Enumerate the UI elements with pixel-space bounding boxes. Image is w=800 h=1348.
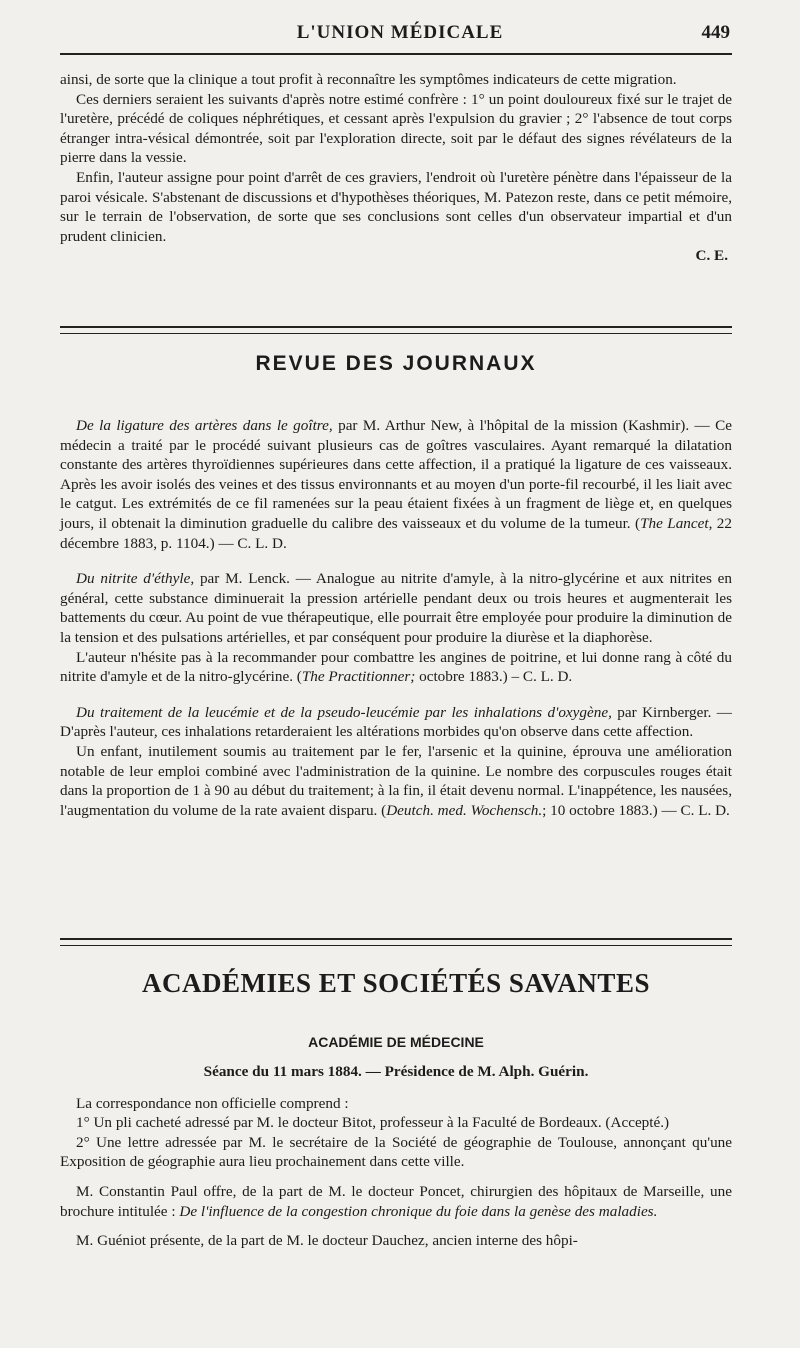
article-body: Un enfant, inutilement soumis au traitement par le fer, l'arsenic et la quinine, éprouva une amélioration notable de leur emploi combiné avec l'administration de la quinine. Le nombre des corpuscules rouges était dans la proportion de 1 à 90 au début du traitement; à la fin, il était devenu normal. L'inappétence, les nausées, l'augmentation du volume de la rate avaient disparu. (	[60, 742, 732, 819]
section-divider	[60, 938, 732, 946]
paragraph: 1° Un pli cacheté adressé par M. le docteur Bitot, professeur à la Faculté de Bordeaux. (Accepté.)	[76, 1114, 670, 1132]
paragraph: La correspondance non officielle comprend :	[76, 1094, 349, 1112]
article-end: , 22 décembre 1883, p. 1104.) — C. L. D.	[60, 514, 732, 552]
source-title: Deutch. med. Wochensch.	[386, 801, 543, 819]
article-ligature	[60, 416, 732, 553]
header-rule	[60, 53, 732, 55]
paragraph	[60, 1182, 732, 1221]
article-title: Du nitrite d'éthyle,	[76, 570, 195, 588]
article-nitrite	[60, 569, 732, 647]
article-title: De la ligature des artères dans le goître,	[76, 417, 333, 434]
paragraph: Ces derniers seraient les suivants d'après notre estimé confrère : 1° un point douloureux fixé sur le trajet de l'uretère, précédé de coliques néphrétiques, et cessant après l'expulsion du gravier ; 2° l'absence de tout corps étranger intra-vésical démontrée, soit par l'exploration directe, soit par le défaut des signes révélateurs de la pierre dans la vessie.	[60, 90, 732, 167]
session-line: Séance du 11 mars 1884. — Présidence de M. Alph. Guérin.	[203, 1063, 589, 1080]
paragraph: Enfin, l'auteur assigne pour point d'arrêt de ces graviers, l'endroit où l'uretère pénètre dans l'épaisseur de la paroi vésicale. S'abstenant de discussions et d'hypothèses théoriques, M. Patezon reste, dans ce petit mémoire, sur le terrain de l'observation, de sorte que ses conclusions sont celles d'un observateur impartial et d'un prudent clinicien.	[60, 168, 732, 245]
article-end: octobre 1883.) – C. L. D.	[415, 668, 573, 686]
section-heading-revue: REVUE DES JOURNAUX	[255, 352, 537, 375]
source-title: The Practitionner;	[301, 668, 416, 686]
paragraph: ainsi, de sorte que la clinique a tout profit à reconnaître les symptômes indicateurs de cette migration.	[60, 71, 677, 88]
article-end: ; 10 octobre 1883.) — C. L. D.	[542, 801, 730, 819]
article-leucemie-p2	[60, 742, 732, 820]
academie-proceedings	[60, 1062, 732, 1251]
article-nitrite-p2	[60, 648, 732, 687]
article-leucemie	[60, 703, 732, 742]
article-body: par M. Lenck. — Analogue au nitrite d'amyle, à la nitro-glycérine et aux nitrites en général, cette substance diminuerait la pression artérielle pendant deux ou trois heures et augmenterait les battements du cœur. Au point de vue thérapeutique, elle pourrait être employée pour produire la diminution de la tension et des pulsations artérielles, et par conséquent pour produire la diurèse et la diaphorèse.	[60, 570, 732, 646]
article-body: par M. Arthur New, à l'hôpital de la mission (Kashmir). — Ce médecin a traité par le procédé suivant plusieurs cas de goîtres vasculaires. Ayant remarqué la dilatation constante des artères thyroïdiennes supérieures dans cette affection, il a pratiqué la ligature de ces vaisseaux. Après les avoir isolés des veines et des tissus environnants et au moyen d'un porte-fil recourbé, il les liait avec le catgut. Les extrémités de ce fil ramenées sur la peau étaient fixées à un fragment de liège et, en quelques jours, il obtenait la diminution graduelle du calibre des vaisseaux et du volume de la tumeur. (	[60, 417, 732, 532]
revue-articles	[60, 416, 732, 820]
article-body: L'auteur n'hésite pas à la recommander pour combattre les angines de poitrine, et lui donne rang à côté du nitrite d'amyle et de la nitro-glycérine. (	[60, 648, 732, 686]
article-body: par Kirnberger. — D'après l'auteur, ces inhalations retarderaient les altérations morbides qu'on observe dans cette affection.	[60, 703, 732, 741]
article-title: Du traitement de la leucémie et de la pseudo-leucémie par les inhalations d'oxygène,	[76, 703, 612, 721]
continuation-article	[60, 70, 732, 266]
running-title: L'UNION MÉDICALE	[296, 22, 504, 43]
paragraph: M. Guéniot présente, de la part de M. le docteur Dauchez, ancien interne des hôpi-	[76, 1232, 578, 1250]
paragraph: 2° Une lettre adressée par M. le secrétaire de la Société de géographie de Toulouse, annonçant qu'une Exposition de géographie aura lieu prochainement dans cette ville.	[60, 1133, 732, 1171]
signature: C. E.	[695, 247, 728, 265]
section-divider	[60, 326, 732, 334]
subheading-academie: ACADÉMIE DE MÉDECINE	[308, 1034, 484, 1050]
section-heading-academies: ACADÉMIES ET SOCIÉTÉS SAVANTES	[142, 968, 650, 998]
page-header	[60, 18, 740, 52]
page-number: 449	[701, 22, 730, 43]
paragraph-text: M. Constantin Paul offre, de la part de M. le docteur Poncet, chirurgien des hôpitaux de Marseille, une brochure intitulée :	[60, 1182, 732, 1220]
source-title: The Lancet	[640, 514, 709, 532]
brochure-title: De l'influence de la congestion chronique du foie dans la genèse des maladies.	[179, 1202, 658, 1220]
